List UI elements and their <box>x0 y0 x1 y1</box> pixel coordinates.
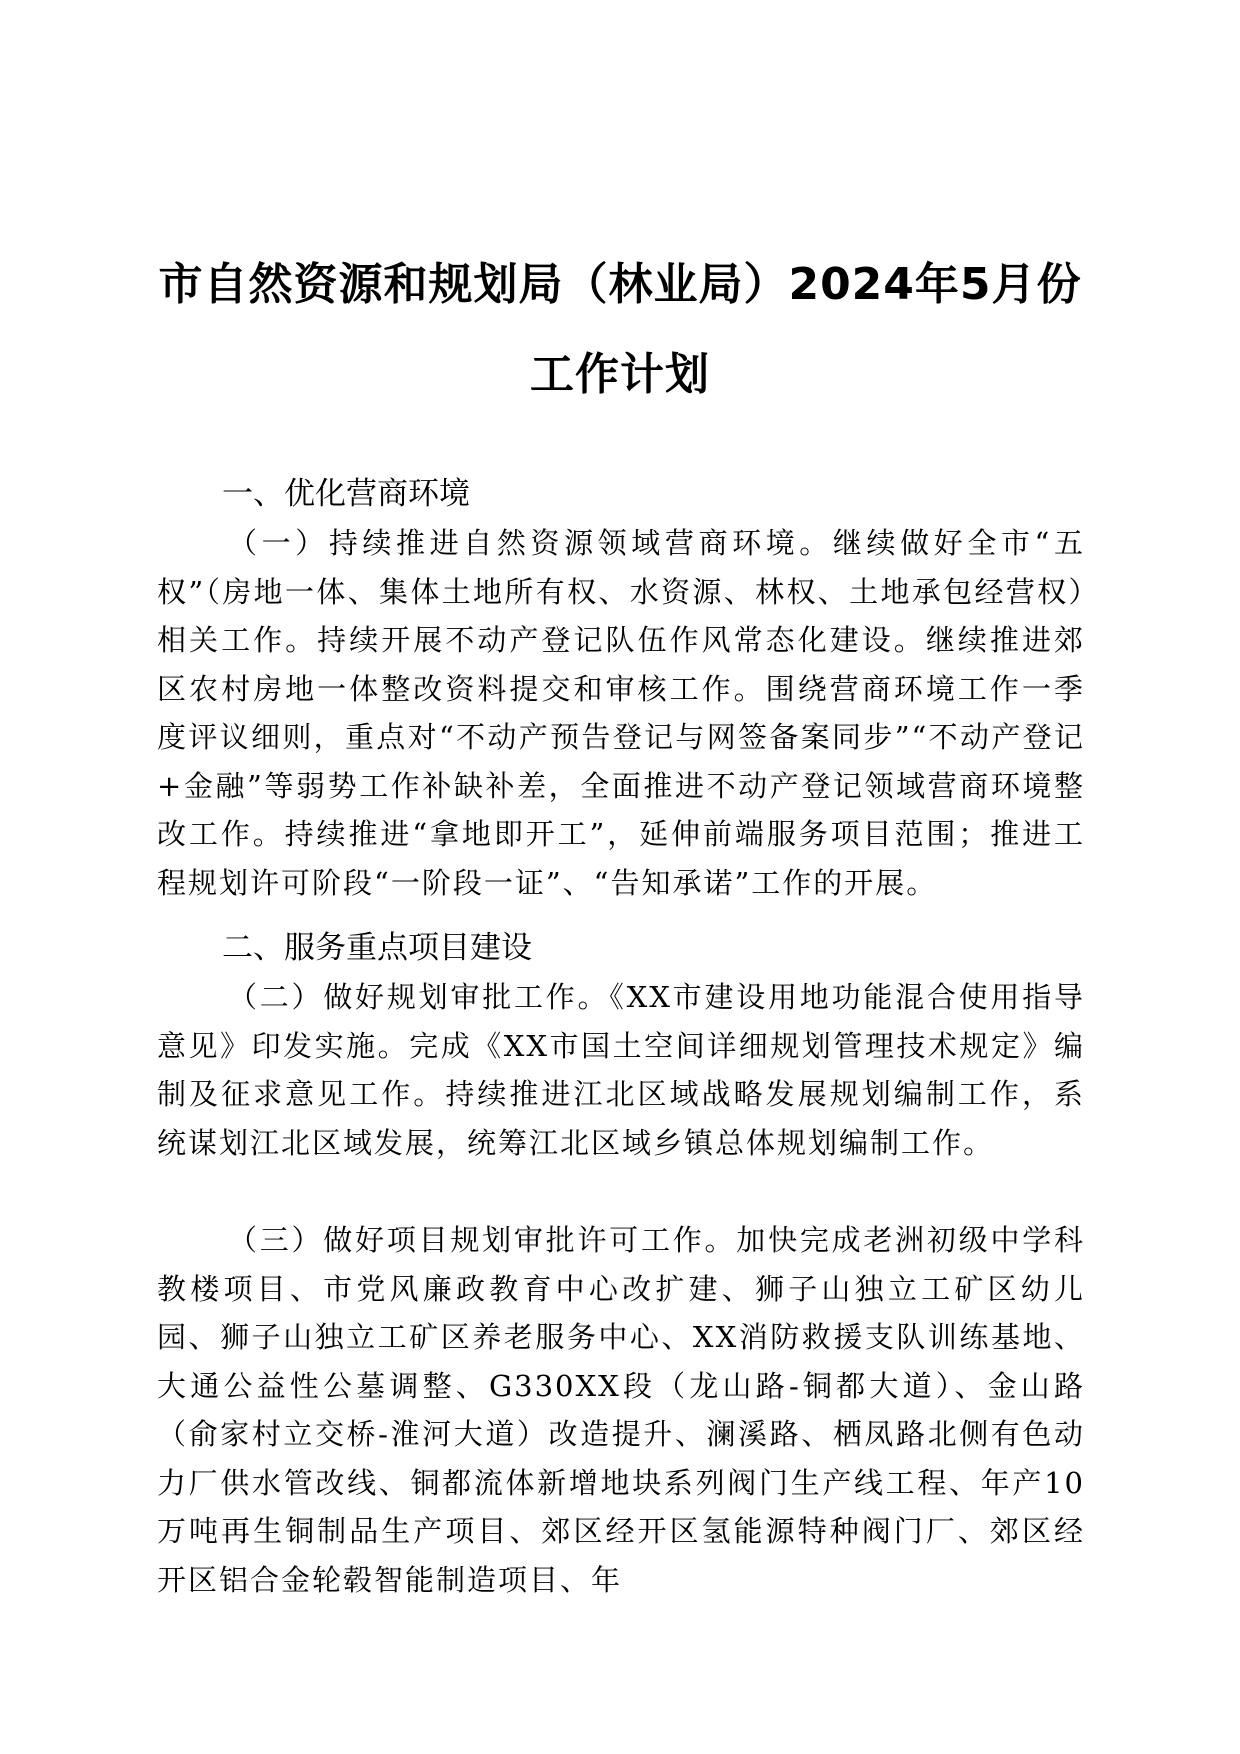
paragraph-3 <box>157 1216 1085 1604</box>
paragraph-3-body: 加快完成老洲初级中学科教楼项目、市党风廉政教育中心改扩建、狮子山独立工矿区幼儿园、狮子山独立工矿区养老服务中心、XX消防救援支队训练基地、大通公益性公墓调整、G330XX段（龙山路-铜都大道）、金山路（俞家村立交桥-淮河大道）改造提升、澜溪路、栖凤路北侧有色动力厂供水管改线、铜都流体新增地块系列阀门生产线工程、年产10万吨再生铜制品生产项目、郊区经开区氢能源特种阀门厂、郊区经开区铝合金轮毂智能制造项目、年 <box>157 1223 1085 1597</box>
document-title-line-2: 工作计划 <box>530 349 710 400</box>
paragraph-2-body: 《XX市建设用地功能混合使用指导意见》印发实施。完成《XX市国土空间详细规划管理技术规定》编制及征求意见工作。持续推进江北区域战略发展规划编制工作，系统谋划江北区域发展，统筹江北区域乡镇总体规划编制工作。 <box>157 980 1085 1160</box>
paragraph-3-lead: （三）做好项目规划审批许可工作。 <box>228 1223 737 1257</box>
section-heading-1: 一、优化营商环境 <box>222 476 470 512</box>
paragraph-2 <box>157 973 1085 1167</box>
paragraph-1 <box>157 519 1085 907</box>
paragraph-1-body: 继续做好全市“五权”（房地一体、集体土地所有权、水资源、林权、土地承包经营权）相关工作。持续开展不动产登记队伍作风常态化建设。继续推进郊区农村房地一体整改资料提交和审核工作。围绕营商环境工作一季度评议细则，重点对“不动产预告登记与网签备案同步”“不动产登记+金融”等弱势工作补缺补差，全面推进不动产登记领域营商环境整改工作。持续推进“拿地即开工”，延伸前端服务项目范围；推进工程规划许可阶段“一阶段一证”、“告知承诺”工作的开展。 <box>157 526 1085 900</box>
section-heading-2: 二、服务重点项目建设 <box>222 930 532 966</box>
document-title-line-1: 市自然资源和规划局（林业局）2024年5月份 <box>158 259 1082 310</box>
paragraph-2-lead: （二）做好规划审批工作。 <box>228 980 610 1014</box>
paragraph-1-lead: （一）持续推进自然资源领域营商环境。 <box>228 526 833 560</box>
